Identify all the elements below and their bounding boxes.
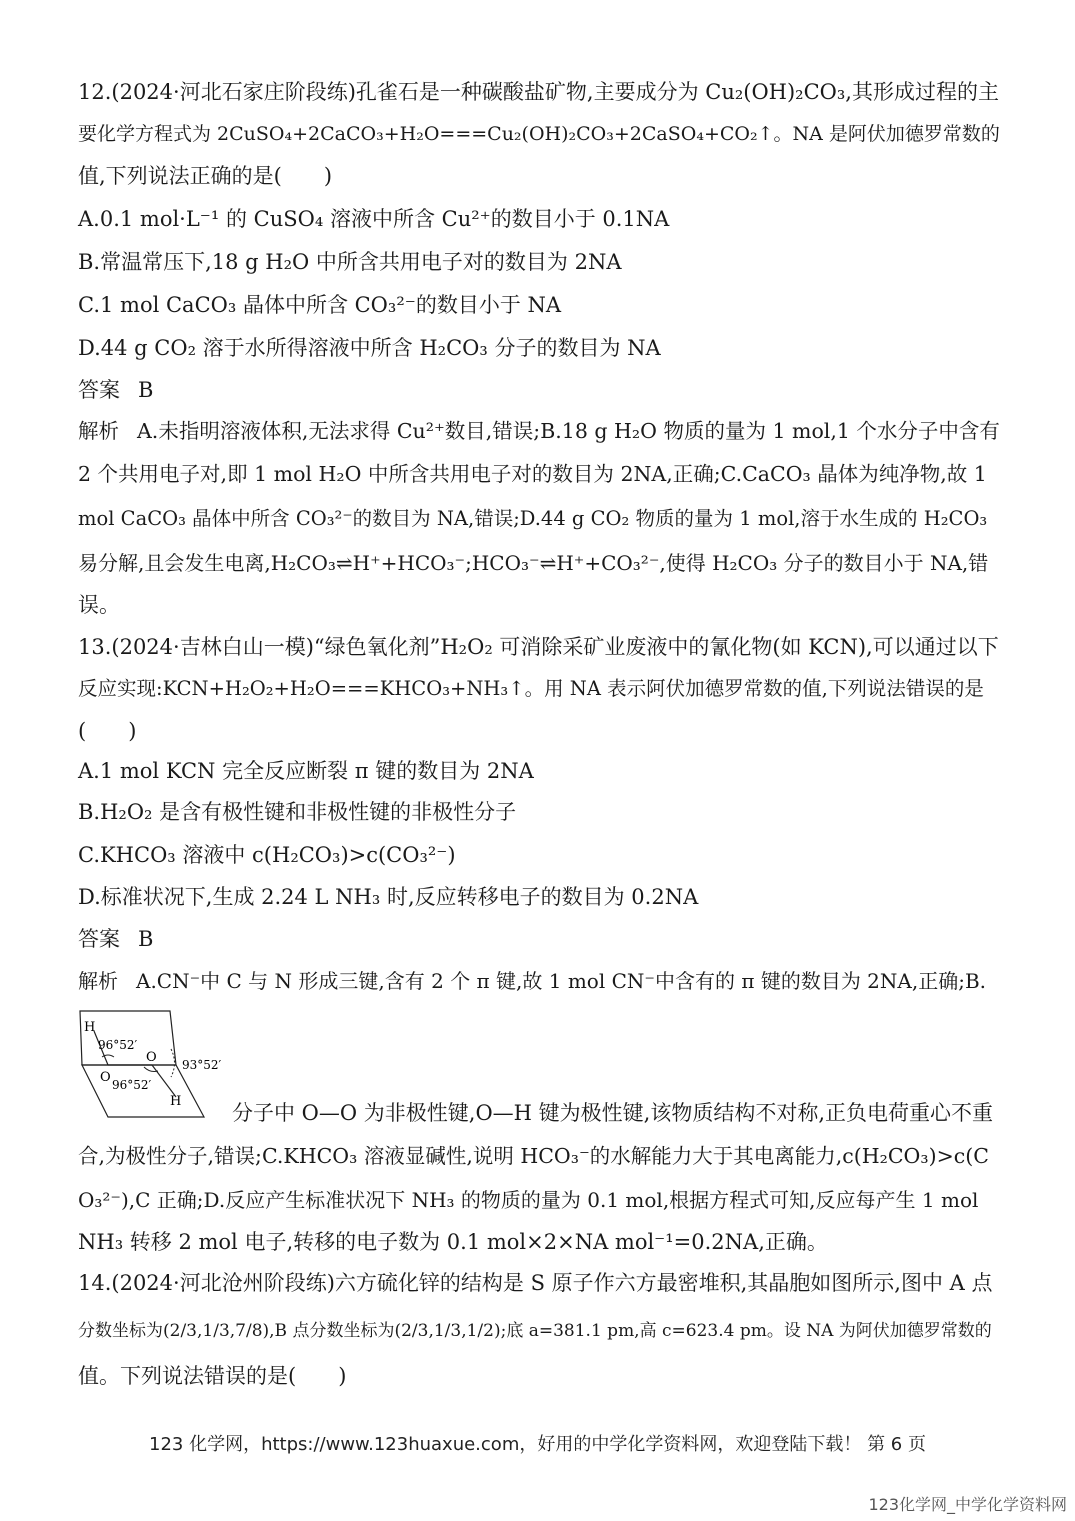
- q13-answer-tag: 答案: [78, 927, 120, 951]
- label-dihedral: 93°52′: [182, 1058, 222, 1072]
- q12-stem-line-2: 要化学方程式为 2CuSO₄+2CaCO₃+H₂O===Cu₂(OH)₂CO₃+2CaSO₄+CO₂↑。NA 是阿伏加德罗常数的: [78, 123, 1000, 145]
- site-watermark: 123化学网_中学化学资料网: [868, 1495, 1067, 1514]
- q13-stem-line-3: ( ): [78, 719, 137, 743]
- q13-stem-line-1: 13.(2024·吉林白山一模)“绿色氧化剂”H₂O₂ 可消除采矿业废液中的氰化物(如 KCN),可以通过以下: [78, 635, 999, 659]
- q12-analysis-line-4: 易分解,且会发生电离,H₂CO₃⇌H⁺+HCO₃⁻;HCO₃⁻⇌H⁺+CO₃²⁻,使得 H₂CO₃ 分子的数目小于 NA,错: [78, 551, 989, 575]
- label-o-left: O: [100, 1070, 111, 1085]
- q13-stem-line-2: 反应实现:KCN+H₂O₂+H₂O===KHCO₃+NH₃↑。用 NA 表示阿伏加德罗常数的值,下列说法错误的是: [78, 677, 984, 700]
- q12-option-d: D.44 g CO₂ 溶于水所得溶液中所含 H₂CO₃ 分子的数目为 NA: [78, 336, 661, 360]
- q13-answer: B: [138, 927, 154, 951]
- q13-option-c: C.KHCO₃ 溶液中 c(H₂CO₃)>c(CO₃²⁻): [78, 843, 456, 867]
- q12-analysis-line-3: mol CaCO₃ 晶体中所含 CO₃²⁻的数目为 NA,错误;D.44 g CO₂ 物质的量为 1 mol,溶于水生成的 H₂CO₃: [78, 507, 988, 530]
- dihedral-arc: [171, 1049, 175, 1077]
- q13-analysis-line-1: [78, 966, 998, 996]
- q12-answer: B: [138, 378, 154, 402]
- q12-analysis-line-5: 误。: [78, 593, 120, 617]
- label-h-bottom: H: [170, 1094, 182, 1109]
- q12-answer-tag: 答案: [78, 378, 120, 402]
- q12-option-a: A.0.1 mol·L⁻¹ 的 CuSO₄ 溶液中所含 Cu²⁺的数目小于 0.1NA: [78, 207, 670, 231]
- q12-stem-line-1: 12.(2024·河北石家庄阶段练)孔雀石是一种碳酸盐矿物,主要成分为 Cu₂(OH)₂CO₃,其形成过程的主: [78, 80, 999, 104]
- page-footer: 123 化学网，https://www.123huaxue.com，好用的中学化学资料网，欢迎登陆下载！ 第 6 页: [149, 1434, 926, 1455]
- q13-analysis-text-1: A.CN⁻中 C 与 N 形成三键,含有 2 个 π 键,故 1 mol CN⁻中含有的 π 键的数目为 2NA,正确;B.: [136, 969, 986, 993]
- q12-analysis-line-1: [78, 416, 998, 446]
- q12-option-c: C.1 mol CaCO₃ 晶体中所含 CO₃²⁻的数目小于 NA: [78, 293, 562, 317]
- q13-option-a: A.1 mol KCN 完全反应断裂 π 键的数目为 2NA: [78, 759, 534, 783]
- q13-option-d: D.标准状况下,生成 2.24 L NH₃ 时,反应转移电子的数目为 0.2NA: [78, 885, 699, 909]
- q12-analysis-tag: 解析: [78, 419, 119, 443]
- bond-o-h-bottom: [152, 1065, 176, 1097]
- q12-analysis-line-2: 2 个共用电子对,即 1 mol H₂O 中所含共用电子对的数目为 2NA,正确;C.CaCO₃ 晶体为纯净物,故 1: [78, 462, 987, 486]
- q13-analysis-line-2: 分子中 O—O 为非极性键,O—H 键为极性键,该物质结构不对称,正负电荷重心不重: [232, 1101, 994, 1125]
- q12-option-b: B.常温常压下,18 g H₂O 中所含共用电子对的数目为 2NA: [78, 250, 622, 274]
- q14-stem-line-2: 分数坐标为(2/3,1/3,7/8),B 点分数坐标为(2/3,1/3,1/2);底 a=381.1 pm,高 c=623.4 pm。设 NA 为阿伏加德罗常数的: [78, 1321, 992, 1341]
- q13-analysis-line-3: 合,为极性分子,错误;C.KHCO₃ 溶液显碱性,说明 HCO₃⁻的水解能力大于其电离能力,c(H₂CO₃)>c(C: [78, 1144, 989, 1168]
- h2o2-structure-figure: [78, 1005, 228, 1123]
- q12-stem-line-3: 值,下列说法正确的是( ): [78, 164, 333, 188]
- q14-stem-line-1: 14.(2024·河北沧州阶段练)六方硫化锌的结构是 S 原子作六方最密堆积,其晶胞如图所示,图中 A 点: [78, 1271, 993, 1295]
- label-angle-1: 96°52′: [98, 1038, 138, 1052]
- q14-stem-line-3: 值。下列说法错误的是( ): [78, 1364, 347, 1388]
- q12-analysis-text-1: A.未指明溶液体积,无法求得 Cu²⁺数目,错误;B.18 g H₂O 物质的量为 1 mol,1 个水分子中含有: [137, 419, 1000, 443]
- q12-answer-line: [78, 375, 998, 405]
- label-angle-2: 96°52′: [112, 1078, 152, 1092]
- label-h-top: H: [84, 1020, 96, 1035]
- label-o-right: O: [146, 1050, 157, 1065]
- q13-option-b: B.H₂O₂ 是含有极性键和非极性键的非极性分子: [78, 800, 517, 824]
- q13-answer-line: [78, 924, 998, 954]
- q13-analysis-tag: 解析: [78, 969, 118, 993]
- q13-analysis-line-4: O₃²⁻),C 正确;D.反应产生标准状况下 NH₃ 的物质的量为 0.1 mol,根据方程式可知,反应每产生 1 mol: [78, 1188, 979, 1212]
- q13-analysis-line-5: NH₃ 转移 2 mol 电子,转移的电子数为 0.1 mol×2×NA mol⁻¹=0.2NA,正确。: [78, 1230, 828, 1254]
